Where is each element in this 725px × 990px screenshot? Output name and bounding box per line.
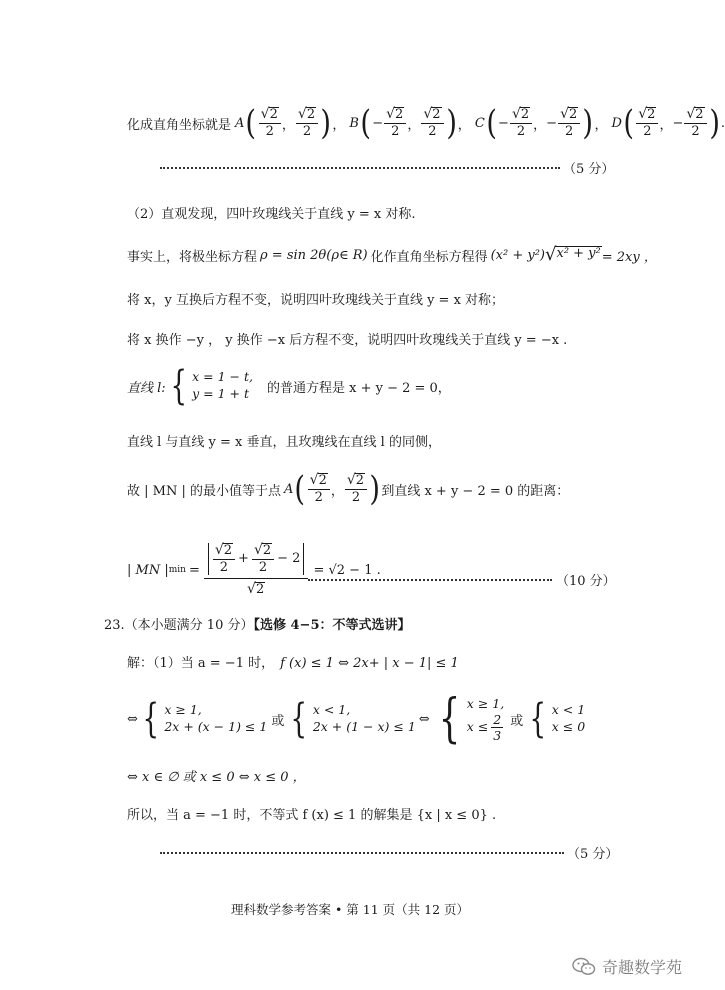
point-A-label: A: [283, 481, 294, 497]
equation-part: (x² + y²): [490, 247, 545, 263]
point-D-label: D: [611, 115, 622, 131]
minus-sign: −: [498, 115, 509, 131]
solution-conclusion: 所以，当 a = −1 时，不等式 f (x) ≤ 1 的解集是 {x | x ≤ 0} .: [127, 808, 497, 823]
left-brace: {: [142, 696, 159, 742]
dotted-leader: [160, 852, 564, 854]
comma: ，: [281, 117, 295, 133]
equation-system: x ≥ 1, 2x + (x − 1) ≤ 1: [164, 702, 268, 734]
point-C-label: C: [474, 115, 485, 131]
polar-equation: ρ = sin 2θ(ρ∈ R): [260, 247, 368, 263]
coords-prefix: 化成直角坐标就是: [127, 117, 232, 133]
min-subscript: min: [168, 565, 186, 575]
wechat-icon: [572, 957, 596, 977]
equation-system: x < 1 x ≤ 0: [551, 702, 586, 734]
left-paren: (: [245, 103, 257, 143]
dotted-leader: [160, 167, 560, 169]
comma: ，: [332, 117, 346, 133]
score-label: （5 分）: [563, 162, 615, 177]
equation-part: = 2xy ，: [601, 249, 657, 265]
fraction: √ 2 2: [345, 473, 367, 505]
minus-sign: −: [546, 115, 558, 131]
equation-system: x < 1, 2x + (1 − x) ≤ 1: [312, 702, 416, 734]
fraction: √ 2 2: [684, 107, 706, 139]
left-paren: (: [623, 103, 634, 143]
question-title: 23.（本小题满分 10 分）【选修 4−5：不等式选讲】: [104, 618, 411, 633]
fraction: √ 2 2: [558, 107, 580, 139]
sqrt-expression: √ x² + y²: [545, 244, 601, 265]
paragraph: （2）直观发现，四叶玫瑰线关于直线 y = x 对称.: [127, 207, 416, 222]
paragraph-min: [127, 466, 569, 512]
text: 的普通方程是 x + y − 2 = 0，: [266, 380, 451, 396]
left-brace: {: [170, 363, 187, 409]
big-fraction: √ 2 2 + √ 2 2 − 2 √ 2: [204, 543, 309, 597]
left-paren: (: [486, 103, 497, 143]
score-label: （10 分）: [556, 574, 616, 589]
text: 化作直角坐标方程得: [370, 249, 488, 265]
right-paren: ): [445, 103, 457, 143]
distance-formula: [127, 530, 381, 610]
comma: ，: [330, 483, 344, 499]
mn-label: | MN |: [127, 562, 169, 578]
minus-sign: −: [372, 115, 384, 131]
paragraph: 将 x，y 互换后方程不变，说明四叶玫瑰线关于直线 y = x 对称；: [127, 293, 505, 308]
fraction: √ 2 2: [308, 473, 330, 505]
solution-part1: 解：（1）当 a = −1 时， f (x) ≤ 1 ⇔ 2x+ | x − 1| ≤ 1: [127, 656, 459, 671]
comma: ，: [407, 117, 421, 133]
fraction: √ 2 2: [421, 107, 443, 139]
fraction: √ 2 2: [384, 107, 406, 139]
right-paren: ): [320, 103, 332, 143]
left-paren: (: [294, 469, 306, 509]
equation-system: x = 1 − t, y = 1 + t: [192, 369, 253, 401]
equation-system: x ≥ 1, x ≤ $\frac{2}{3}$: [466, 695, 505, 743]
text: 故 | MN | 的最小值等于点: [127, 483, 281, 499]
point-B-label: B: [349, 115, 359, 131]
text: 到直线 x + y − 2 = 0 的距离：: [381, 483, 570, 499]
minus-sign: −: [672, 115, 684, 131]
left-brace: {: [529, 696, 547, 742]
score-label: （5 分）: [567, 847, 619, 862]
fraction: √ 2 2: [510, 107, 532, 139]
fraction: √ 2 2: [259, 107, 281, 139]
left-brace: {: [290, 696, 308, 742]
result: = √2 − 1 .: [313, 562, 381, 578]
watermark-text: 奇趣数学苑: [601, 958, 682, 977]
comma: ，: [533, 117, 547, 133]
comma: ，: [659, 117, 673, 133]
line-l-system: [127, 365, 451, 407]
point-A-label: A: [235, 115, 245, 131]
fraction: √ 2 2: [636, 107, 658, 139]
right-paren: ): [369, 469, 381, 509]
inequality-systems: [127, 690, 585, 748]
comma: ，: [594, 117, 608, 133]
iff-symbol: ⇔: [127, 711, 138, 727]
paragraph: 直线 l 与直线 y = x 垂直，且玫瑰线在直线 l 的同侧，: [127, 435, 441, 450]
dotted-leader: [308, 579, 552, 581]
left-paren: (: [360, 103, 371, 143]
fraction: √ 2 2: [296, 107, 318, 139]
paragraph-polar: [127, 238, 657, 272]
or-text: 或: [510, 713, 524, 729]
right-paren: ): [708, 103, 720, 143]
period: .: [720, 115, 725, 131]
watermark: [572, 955, 682, 978]
right-paren: ): [582, 103, 594, 143]
paragraph: 将 x 换作 −y ， y 换作 −x 后方程不变，说明四叶玫瑰线关于直线 y = −x .: [127, 333, 568, 348]
coords-line: [127, 98, 725, 148]
left-brace: {: [438, 689, 461, 749]
comma: ，: [457, 117, 471, 133]
page-footer: 理科数学参考答案 • 第 11 页（共 12 页）: [230, 902, 470, 917]
solution-step: ⇔ x ∈ ∅ 或 x ≤ 0 ⇔ x ≤ 0 ，: [127, 770, 306, 785]
or-text: 或: [271, 713, 285, 729]
equals: =: [188, 562, 200, 578]
iff-symbol: ⇔: [418, 711, 430, 727]
text: 直线 l:: [127, 380, 166, 396]
text: 事实上，将极坐标方程: [127, 249, 258, 265]
